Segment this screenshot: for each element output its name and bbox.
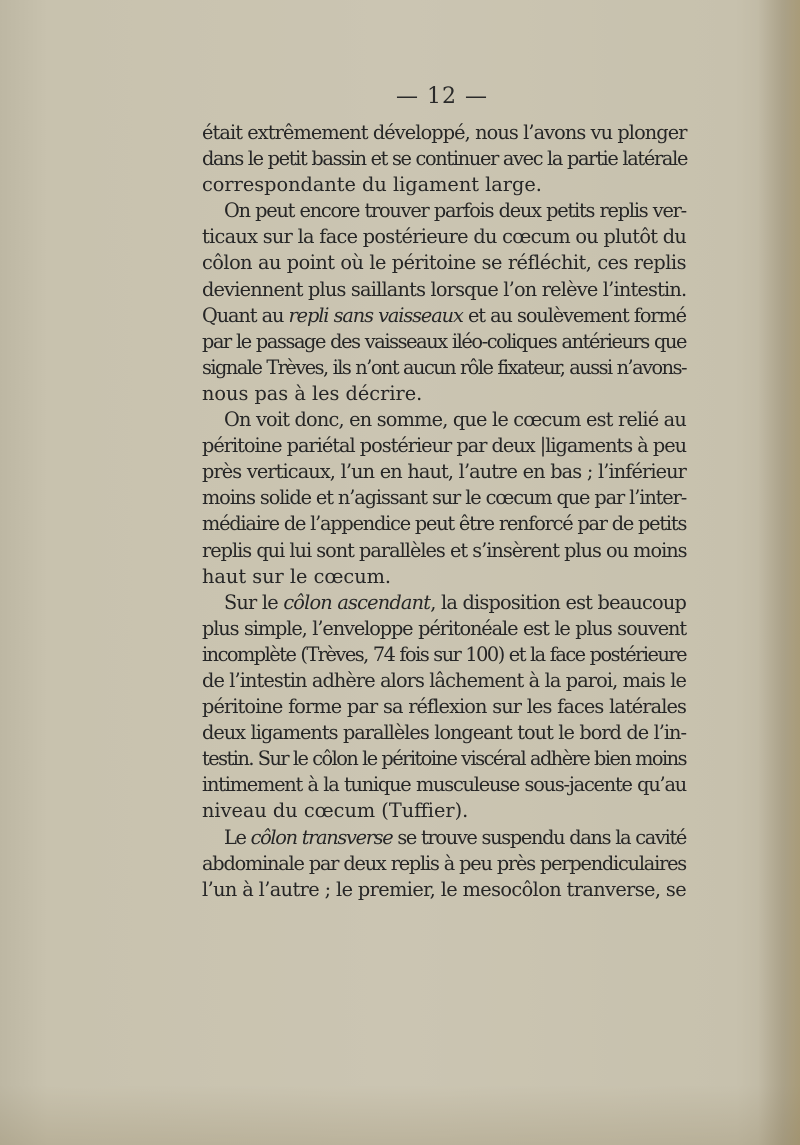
text-line: moins solide et n’agissant sur le cœcum que par l’inter-: [202, 486, 687, 510]
text-line: incomplète (Trèves, 74 fois sur 100) et la face postérieure: [202, 642, 686, 666]
paragraph: [202, 590, 686, 825]
body-text: [202, 120, 686, 903]
text-line: [202, 303, 686, 329]
text-line: médiaire de l’appendice peut être renforcé par de petits: [202, 512, 687, 536]
text-line: [202, 590, 686, 616]
text-line: plus simple, l’enveloppe péritonéale est le plus souvent: [202, 616, 686, 640]
text-line: par le passage des vaisseaux iléo-coliques antérieurs que: [202, 329, 686, 353]
text-segment: , la disposition est beaucoup: [430, 590, 686, 614]
text-segment: Sur le: [224, 590, 284, 614]
text-segment: se trouve suspendu dans la cavité: [392, 825, 686, 849]
page-edge-shadow: [758, 0, 800, 1145]
text-line: deviennent plus saillants lorsque l’on relève l’intestin.: [202, 277, 687, 301]
paragraph: [202, 120, 686, 198]
text-line: péritoine pariétal postérieur par deux |ligaments à peu: [202, 434, 687, 458]
text-line: était extrêmement développé, nous l’avons vu plonger: [202, 121, 687, 144]
text-line: nous pas à les décrire.: [202, 381, 423, 405]
italic-term: côlon ascendant: [283, 590, 431, 614]
text-segment: et au soulèvement formé: [462, 303, 686, 327]
page-bottom-shadow: [0, 1085, 800, 1145]
text-segment: Le: [224, 825, 251, 849]
text-segment: Quant au: [202, 303, 289, 327]
text-line: péritoine forme par sa réflexion sur les faces latérales: [202, 695, 686, 719]
text-line: [202, 825, 686, 851]
text-line: ticaux sur la face postérieure du cœcum ou plutôt du: [202, 225, 687, 249]
text-line: On peut encore trouver parfois deux petits replis ver-: [224, 199, 686, 223]
text-line: deux ligaments parallèles longeant tout le bord de l’in-: [202, 721, 686, 745]
italic-term: repli sans vaisseaux: [288, 303, 463, 327]
text-line: niveau du cœcum (Tuffier).: [202, 799, 469, 823]
paragraph: [202, 198, 686, 407]
text-line: l’un à l’autre ; le premier, le mesocôlon tranverse, se: [202, 877, 687, 901]
text-line: testin. Sur le côlon le péritoine viscéral adhère bien moins: [202, 747, 686, 771]
text-line: côlon au point où le péritoine se réfléchit, ces replis: [202, 251, 686, 275]
text-line: près verticaux, l’un en haut, l’autre en bas ; l’inférieur: [202, 460, 686, 484]
text-line: replis qui lui sont parallèles et s’insèrent plus ou moins: [202, 538, 687, 562]
text-line: haut sur le cœcum.: [202, 564, 392, 588]
text-line: correspondante du ligament large.: [202, 173, 542, 197]
text-line: On voit donc, en somme, que le cœcum est relié au: [224, 408, 686, 432]
paragraph: [202, 825, 686, 903]
text-line: abdominale par deux replis à peu près perpendiculaires: [202, 851, 686, 875]
paragraph: [202, 407, 686, 590]
text-line: intimement à la tunique musculeuse sous-jacente qu’au: [202, 773, 686, 797]
page-number: — 12 —: [396, 84, 488, 109]
text-line: signale Trèves, ils n’ont aucun rôle fixateur, aussi n’avons-: [202, 355, 686, 379]
italic-term: côlon transverse: [250, 825, 393, 849]
text-line: de l’intestin adhère alors lâchement à la paroi, mais le: [202, 668, 686, 692]
text-line: dans le petit bassin et se continuer avec la partie latérale: [202, 147, 688, 171]
